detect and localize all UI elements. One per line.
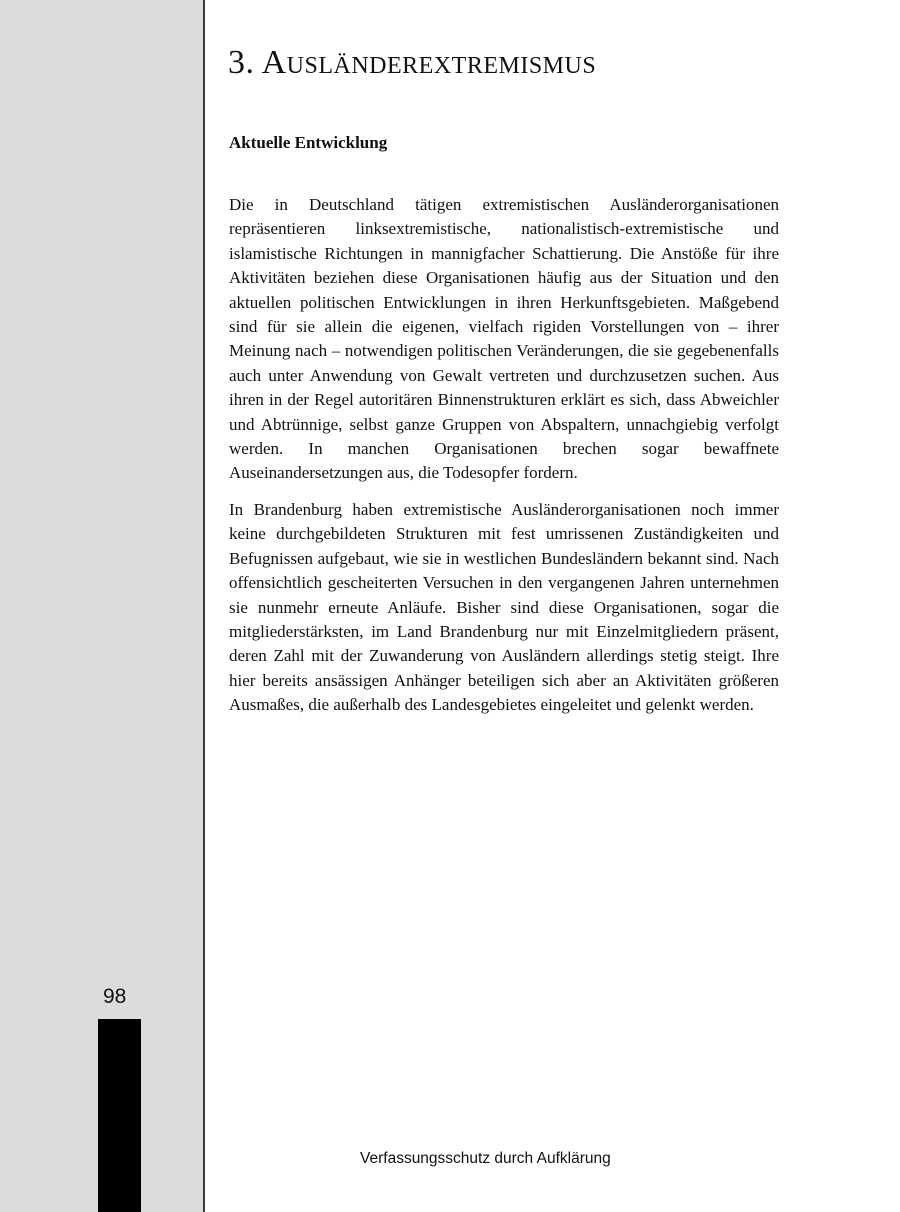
chapter-title: 3. Ausländerextremismus — [228, 44, 597, 81]
page-number: 98 — [103, 985, 127, 1008]
paragraph-2: In Brandenburg haben extremistische Ausländerorganisationen noch immer keine durchgebildeten Strukturen mit fest umrissenen Zuständigkeiten und Befugnissen aufgebaut, wie sie in westlichen Bundesländern bekannt sind. Nach offensichtlich gescheiterten Versuchen in den vergangenen Jahren unternehmen sie nunmehr erneute Anläufe. Bisher sind diese Organisationen, sogar die mitgliederstärksten, im Land Brandenburg nur mit Einzelmitgliedern präsent, deren Zahl mit der Zuwanderung von Ausländern allerdings stetig steigt. Ihre hier bereits ansässigen Anhänger beteiligen sich aber an Aktivitäten größeren Ausmaßes, die außerhalb des Landesgebietes eingeleitet und gelenkt werden. — [229, 499, 779, 715]
margin-divider-line — [203, 0, 205, 1212]
page-tab-bar — [98, 1019, 141, 1212]
body-text — [229, 193, 779, 730]
section-subheading: Aktuelle Entwicklung — [229, 133, 388, 152]
running-footer: Verfassungsschutz durch Aufklärung — [360, 1150, 611, 1167]
paragraph-1: Die in Deutschland tätigen extremistischen Ausländerorganisationen repräsentieren linksextremistische, nationalistisch-extremistische und islamistische Richtungen in mannigfacher Schattierung. Die Anstöße für ihre Aktivitäten beziehen diese Organisationen häufig aus der Situation und den aktuellen politischen Entwicklungen in ihren Herkunftsgebieten. Maßgebend sind für sie allein die eigenen, vielfach rigiden Vorstellungen von – ihrer Meinung nach – notwendigen politischen Veränderungen, die sie gegebenenfalls auch unter Anwendung von Gewalt vertreten und durchzusetzen suchen. Aus ihren in der Regel autoritären Binnenstrukturen erklärt es sich, dass Abweichler und Abtrünnige, selbst ganze Gruppen von Abspaltern, unnachgiebig verfolgt werden. In manchen Organisationen brechen sogar bewaffnete Auseinandersetzungen aus, die Todesopfer fordern. — [229, 195, 779, 483]
